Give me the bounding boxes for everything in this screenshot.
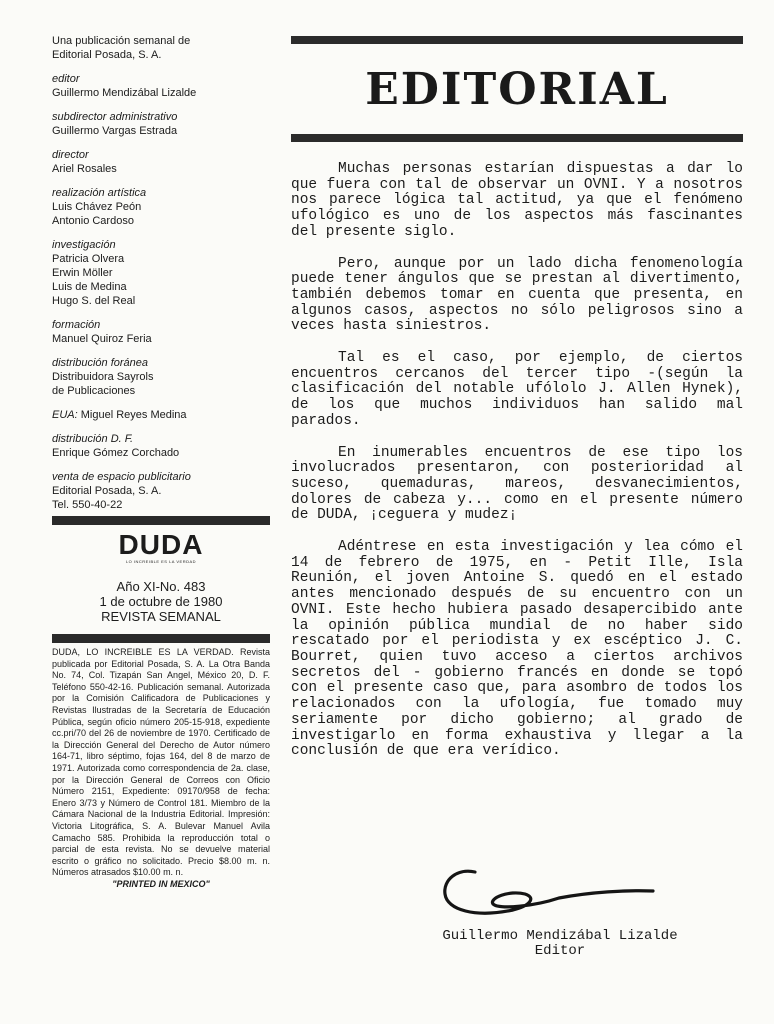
staff-role: director [52,149,89,161]
staff-role: formación [52,319,101,331]
staff-name: Patricia Olvera [52,253,125,265]
staff-distribution-foreign [52,356,270,398]
staff-role: editor [52,73,80,85]
divider-bar [52,516,270,525]
signature-scribble [441,866,656,921]
staff-role: realización artística [52,187,147,199]
staff-research [52,238,270,308]
staff-role: investigación [52,239,116,251]
intro-line: Una publicación semanal de [52,35,191,47]
editorial-body [291,162,743,760]
intro-line: Editorial Posada, S. A. [52,49,162,61]
staff-name: Guillermo Vargas Estrada [52,125,178,137]
staff-name: Guillermo Mendizábal Lizalde [52,87,197,99]
staff-art [52,186,270,228]
staff-name: Enrique Gómez Corchado [52,447,180,459]
bottom-rule [291,134,743,142]
issue-info [52,579,270,624]
editorial-paragraph: Pero, aunque por un lado dicha fenomenología puede tener ángulos que se prestan al divertimento, también debemos tomar en cuenta que presenta, en algunos casos, aspectos no sólo peligrosos sino a veces hasta siniestros. [291,255,743,335]
signature [441,866,656,926]
staff-name: Tel. 550-40-22 [52,499,123,511]
editorial-column [291,36,743,776]
editorial-paragraph: En inumerables encuentros de ese tipo los involucrados presentaron, con posterioridad al suceso, quemaduras, mareos, desvanecimientos, dolores de cabeza y... como en el presente número de DUDA, ¡ceguera y mudez¡ [291,444,743,524]
duda-logo [52,531,270,565]
editorial-paragraph: Tal es el caso, por ejemplo, de ciertos encuentros cercanos del tercer tipo -(según la clasificación del notable ufólolo J. Allen Hynek), de los que muchos individuos han salido mal parados. [291,350,743,429]
staff-name: Editorial Posada, S. A. [52,485,162,497]
issue-number: Año XI-No. 483 [116,579,206,594]
editor-title: Editor [534,943,586,959]
staff-role: distribución D. F. [52,433,134,445]
staff-director [52,148,270,176]
editorial-title: EDITORIAL [365,64,669,115]
staff-advertising [52,470,270,512]
staff-distribution-df [52,432,270,460]
top-rule [291,36,743,44]
logo-tagline: LO INCREIBLE ES LA VERDAD [125,559,197,564]
staff-role: subdirector administrativo [52,111,178,123]
staff-role: distribución foránea [52,357,149,369]
divider-bar [52,634,270,643]
staff-name: Hugo S. del Real [52,295,136,307]
staff-name: Manuel Quiroz Feria [52,333,152,345]
legal-notice [52,647,270,890]
staff-name: Distribuidora Sayrols [52,371,154,383]
staff-name: Antonio Cardoso [52,215,134,227]
editorial-paragraph: Muchas personas estarían dispuestas a dar lo que fuera con tal de observar un OVNI. Y a nosotros nos parece lógica tal actitud, ya que el fenómeno ufológico es uno de los aspectos más fascinantes del presente siglo. [291,161,743,240]
staff-name: de Publicaciones [52,385,136,397]
staff-name: Luis Chávez Peón [52,201,142,213]
masthead-column [52,34,270,890]
printed-in-mexico: "PRINTED IN MEXICO" [112,878,210,889]
publisher-intro [52,34,270,62]
staff-name: Ariel Rosales [52,163,117,175]
logo-word: DUDA [118,529,204,560]
staff-role: venta de espacio publicitario [52,471,191,483]
staff-role: EUA: [52,409,78,421]
staff-layout [52,318,270,346]
staff-name: Miguel Reyes Medina [80,409,187,421]
staff-subdirector [52,110,270,138]
staff-eua [52,408,270,422]
staff-editor [52,72,270,100]
issue-type: REVISTA SEMANAL [101,609,221,624]
issue-date: 1 de octubre de 1980 [99,594,223,609]
editorial-paragraph: Adéntrese en esta investigación y lea cómo el 14 de febrero de 1975, en - Petit Ille, Isla Reunión, el joven Antoine S. quedó en el estado antes mencionado después de su encuentro con un OVNI. Este hecho hubiera pasado desapercibido ante la opinión pública mundial de no haber sido rescatado por el periodista y ex escéptico J. C. Bourret, quien tuvo acceso a ciertos archivos secretos del - gobierno francés en donde se topó con el presente caso que, para asombro de todos los relacionados con la ufología, fue tomado muy seriamente por dicho gobierno; al grado de investigarlo en forma exhaustiva y llegar a la conclusión de que era verídico. [291,539,743,760]
editor-name: Guillermo Mendizábal Lizalde [442,928,678,944]
legal-text: DUDA, LO INCREIBLE ES LA VERDAD. Revista publicada por Editorial Posada, S. A. La Otra Banda No. 74, Col. Tizapán San Angel, México 20, D. F. Teléfono 550-42-16. Publicación semanal. Autorizada por la Comisión Calificadora de Publicaciones y Revistas Ilustradas de la Secretaría de Educación Pública, según oficio número 205-15-918, expediente cc.pri/70 del 26 de noviembre de 1970. Certificado de la Dirección General del Derecho de Autor número 164-71, libro séptimo, fojas 164, del 8 de marzo de 1971. Autorizada como correspondencia de 2a. clase, por la Dirección General de Correos con Oficio Número 2151, Expediente: 09170/958 de fecha: Enero 3/73 y Número de Control 181. Miembro de la Cámara Nacional de la Industria Editorial. Impresión: Victoria Litográfica, S. A. Bulevar Manuel Avila Camacho 585. Prohibida la reproducción total o parcial de esta revista. No se devuelve material escrito o gráfico no solicitado. Precio $8.00 m. n. Números atrasados $10.00 m. n. [52,647,270,878]
staff-name: Luis de Medina [52,281,127,293]
editor-credit [420,929,700,959]
staff-name: Erwin Möller [52,267,113,279]
